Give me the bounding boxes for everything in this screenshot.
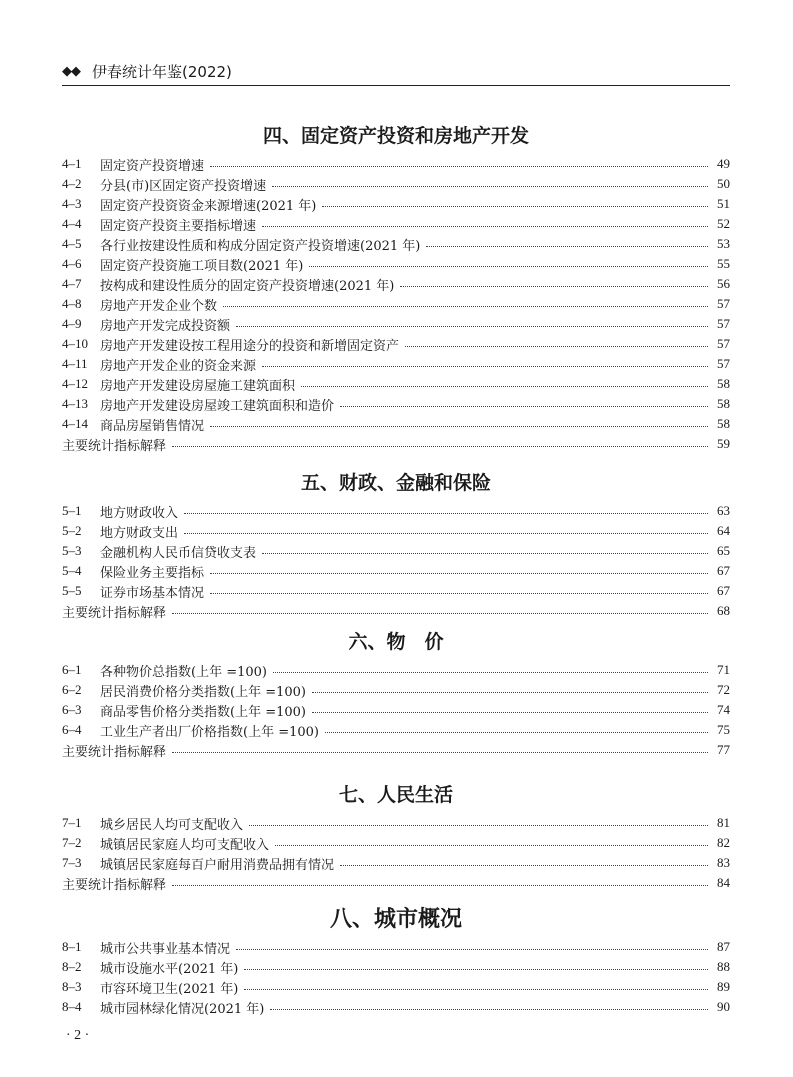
- entry-number: 5–5: [62, 583, 82, 598]
- entry-page: 72: [717, 682, 730, 697]
- running-header: [62, 56, 730, 86]
- entry-page: 52: [717, 216, 730, 231]
- leader-dots: [244, 969, 708, 970]
- entry-number: 4–7: [62, 276, 82, 291]
- leader-dots: [426, 246, 708, 247]
- entry-number: 4–3: [62, 196, 82, 211]
- toc-entry[interactable]: [62, 660, 730, 680]
- leader-dots: [312, 712, 708, 713]
- section-title: 六、物 价: [348, 631, 444, 653]
- entry-title: 市容环境卫生(2021 年): [100, 981, 239, 997]
- toc-list: [62, 937, 730, 1017]
- section-title: 七、人民生活: [338, 784, 453, 806]
- leader-dots: [172, 752, 708, 753]
- entry-number: 4–8: [62, 296, 82, 311]
- entry-page: 53: [717, 236, 730, 251]
- entry-title: 居民消费价格分类指数(上年 =100): [100, 684, 306, 700]
- entry-title: 商品零售价格分类指数(上年 =100): [100, 704, 306, 720]
- toc-entry[interactable]: [62, 561, 730, 581]
- entry-page: 64: [717, 523, 730, 538]
- entry-title: 城市园林绿化情况(2021 年): [100, 1001, 265, 1017]
- entry-page: 67: [717, 583, 730, 598]
- toc-entry[interactable]: [62, 853, 730, 873]
- entry-number: 7–1: [62, 815, 82, 830]
- toc-entry[interactable]: [62, 501, 730, 521]
- entry-title: 房地产开发企业个数: [100, 298, 218, 314]
- leader-dots: [210, 166, 708, 167]
- entry-title: 房地产开发建设房屋施工建筑面积: [100, 378, 296, 394]
- entry-number: 5–2: [62, 523, 82, 538]
- diamond-icon: ◆◆: [62, 64, 80, 79]
- entry-number: 4–6: [62, 256, 82, 271]
- toc-entry[interactable]: [62, 214, 730, 234]
- entry-page: 81: [717, 815, 730, 830]
- entry-title: 按构成和建设性质分的固定资产投资增速(2021 年): [100, 278, 395, 294]
- toc-list: [62, 501, 730, 621]
- toc-entry[interactable]: [62, 541, 730, 561]
- entry-page: 65: [717, 543, 730, 558]
- entry-title: 固定资产投资主要指标增速: [100, 218, 257, 234]
- entry-number: 6–3: [62, 702, 82, 717]
- entry-number: 7–2: [62, 835, 82, 850]
- leader-dots: [210, 573, 708, 574]
- toc-entry[interactable]: [62, 700, 730, 720]
- entry-number: 4–12: [62, 376, 88, 391]
- leader-dots: [262, 366, 708, 367]
- leader-dots: [210, 593, 708, 594]
- entry-number: 4–9: [62, 316, 82, 331]
- leader-dots: [172, 885, 708, 886]
- entry-title: 证券市场基本情况: [100, 585, 205, 601]
- entry-title: 分县(市)区固定资产投资增速: [100, 178, 267, 194]
- leader-dots: [172, 613, 708, 614]
- entry-title: 固定资产投资资金来源增速(2021 年): [100, 198, 317, 214]
- entry-title: 固定资产投资增速: [100, 158, 205, 174]
- entry-number: 4–13: [62, 396, 88, 411]
- leader-dots: [244, 989, 708, 990]
- entry-number: 5–3: [62, 543, 82, 558]
- toc-entry[interactable]: [62, 521, 730, 541]
- toc-entry[interactable]: [62, 154, 730, 174]
- section-7: [62, 783, 730, 893]
- entry-number: 6–2: [62, 682, 82, 697]
- entry-page: 50: [717, 176, 730, 191]
- toc-entry[interactable]: [62, 294, 730, 314]
- toc-entry-explain[interactable]: [62, 873, 730, 893]
- toc-entry[interactable]: [62, 680, 730, 700]
- entry-title: 城镇居民家庭人均可支配收入: [100, 837, 270, 853]
- toc-list: [62, 154, 730, 454]
- toc-entry[interactable]: [62, 720, 730, 740]
- entry-number: 4–14: [62, 416, 88, 431]
- entry-page: 71: [717, 662, 730, 677]
- leader-dots: [249, 825, 708, 826]
- toc-entry[interactable]: [62, 977, 730, 997]
- entry-page: 57: [717, 356, 730, 371]
- section-title: 五、财政、金融和保险: [300, 472, 491, 494]
- section-8: [62, 907, 730, 1017]
- entry-page: 75: [717, 722, 730, 737]
- leader-dots: [275, 845, 708, 846]
- toc-entry-explain[interactable]: [62, 740, 730, 760]
- entry-number: 8–1: [62, 939, 82, 954]
- entry-title: 地方财政收入: [100, 505, 179, 521]
- entry-title: 主要统计指标解释: [62, 438, 167, 454]
- toc-entry[interactable]: [62, 374, 730, 394]
- entry-title: 地方财政支出: [100, 525, 179, 541]
- leader-dots: [340, 406, 708, 407]
- leader-dots: [172, 446, 708, 447]
- toc-entry[interactable]: [62, 194, 730, 214]
- entry-number: 4–4: [62, 216, 82, 231]
- entry-number: 8–3: [62, 979, 82, 994]
- section-5: [62, 471, 730, 621]
- toc-entry[interactable]: [62, 254, 730, 274]
- toc-entry[interactable]: [62, 334, 730, 354]
- entry-page: 57: [717, 296, 730, 311]
- entry-page: 77: [717, 742, 730, 757]
- entry-page: 90: [717, 999, 730, 1014]
- entry-number: 7–3: [62, 855, 82, 870]
- page-number: · 2 ·: [66, 1028, 90, 1043]
- leader-dots: [301, 386, 708, 387]
- toc-entry[interactable]: [62, 997, 730, 1017]
- entry-page: 83: [717, 855, 730, 870]
- toc-entry[interactable]: [62, 581, 730, 601]
- entry-page: 82: [717, 835, 730, 850]
- section-6: [62, 630, 730, 760]
- entry-title: 城市设施水平(2021 年): [100, 961, 239, 977]
- entry-page: 88: [717, 959, 730, 974]
- leader-dots: [236, 949, 708, 950]
- leader-dots: [236, 326, 708, 327]
- leader-dots: [309, 266, 708, 267]
- section-title: 四、固定资产投资和房地产开发: [262, 125, 529, 147]
- toc-entry[interactable]: [62, 957, 730, 977]
- entry-title: 固定资产投资施工项目数(2021 年): [100, 258, 304, 274]
- toc-entry[interactable]: [62, 937, 730, 957]
- entry-page: 49: [717, 156, 730, 171]
- entry-page: 58: [717, 416, 730, 431]
- toc-list: [62, 660, 730, 760]
- entry-page: 67: [717, 563, 730, 578]
- leader-dots: [184, 533, 708, 534]
- entry-title: 各行业按建设性质和构成分固定资产投资增速(2021 年): [100, 238, 421, 254]
- entry-page: 57: [717, 316, 730, 331]
- toc-entry-explain[interactable]: [62, 601, 730, 621]
- leader-dots: [262, 553, 708, 554]
- entry-page: 57: [717, 336, 730, 351]
- entry-number: 4–2: [62, 176, 82, 191]
- entry-title: 商品房屋销售情况: [100, 418, 205, 434]
- toc-entry[interactable]: [62, 394, 730, 414]
- entry-number: 6–4: [62, 722, 82, 737]
- section-4: [62, 124, 730, 454]
- header-title: 伊春统计年鉴(2022): [92, 63, 232, 81]
- leader-dots: [272, 186, 708, 187]
- entry-page: 56: [717, 276, 730, 291]
- toc-entry-explain[interactable]: [62, 434, 730, 454]
- entry-number: 4–10: [62, 336, 88, 351]
- toc-list: [62, 813, 730, 893]
- entry-title: 主要统计指标解释: [62, 744, 167, 760]
- leader-dots: [322, 206, 708, 207]
- entry-title: 房地产开发建设按工程用途分的投资和新增固定资产: [100, 338, 400, 354]
- entry-page: 58: [717, 396, 730, 411]
- entry-page: 51: [717, 196, 730, 211]
- entry-page: 58: [717, 376, 730, 391]
- toc-entry[interactable]: [62, 234, 730, 254]
- leader-dots: [405, 346, 708, 347]
- entry-title: 主要统计指标解释: [62, 877, 167, 893]
- entry-title: 城市公共事业基本情况: [100, 941, 231, 957]
- entry-page: 89: [717, 979, 730, 994]
- leader-dots: [340, 865, 708, 866]
- entry-title: 房地产开发企业的资金来源: [100, 358, 257, 374]
- entry-number: 5–1: [62, 503, 82, 518]
- leader-dots: [223, 306, 708, 307]
- entry-page: 68: [717, 603, 730, 618]
- entry-number: 4–1: [62, 156, 82, 171]
- entry-page: 63: [717, 503, 730, 518]
- entry-title: 城乡居民人均可支配收入: [100, 817, 244, 833]
- entry-title: 房地产开发完成投资额: [100, 318, 231, 334]
- entry-title: 城镇居民家庭每百户耐用消费品拥有情况: [100, 857, 335, 873]
- entry-title: 金融机构人民币信贷收支表: [100, 545, 257, 561]
- entry-title: 工业生产者出厂价格指数(上年 =100): [100, 724, 319, 740]
- toc-entry[interactable]: [62, 354, 730, 374]
- entry-page: 87: [717, 939, 730, 954]
- toc-entry[interactable]: [62, 274, 730, 294]
- entry-number: 6–1: [62, 662, 82, 677]
- leader-dots: [400, 286, 708, 287]
- entry-page: 59: [717, 436, 730, 451]
- leader-dots: [273, 672, 708, 673]
- entry-number: 4–5: [62, 236, 82, 251]
- entry-number: 5–4: [62, 563, 82, 578]
- entry-title: 房地产开发建设房屋竣工建筑面积和造价: [100, 398, 335, 414]
- entry-page: 74: [717, 702, 730, 717]
- leader-dots: [210, 426, 708, 427]
- toc-entry[interactable]: [62, 174, 730, 194]
- entry-number: 4–11: [62, 356, 88, 371]
- toc-entry[interactable]: [62, 314, 730, 334]
- leader-dots: [184, 513, 708, 514]
- section-title: 八、城市概况: [329, 906, 462, 932]
- entry-title: 各种物价总指数(上年 =100): [100, 664, 267, 680]
- entry-page: 55: [717, 256, 730, 271]
- leader-dots: [270, 1009, 708, 1010]
- leader-dots: [262, 226, 708, 227]
- entry-title: 主要统计指标解释: [62, 605, 167, 621]
- entry-page: 84: [717, 875, 730, 890]
- entry-number: 8–4: [62, 999, 82, 1014]
- toc-entry[interactable]: [62, 813, 730, 833]
- leader-dots: [325, 732, 708, 733]
- toc-entry[interactable]: [62, 414, 730, 434]
- toc-entry[interactable]: [62, 833, 730, 853]
- leader-dots: [312, 692, 708, 693]
- entry-number: 8–2: [62, 959, 82, 974]
- entry-title: 保险业务主要指标: [100, 565, 205, 581]
